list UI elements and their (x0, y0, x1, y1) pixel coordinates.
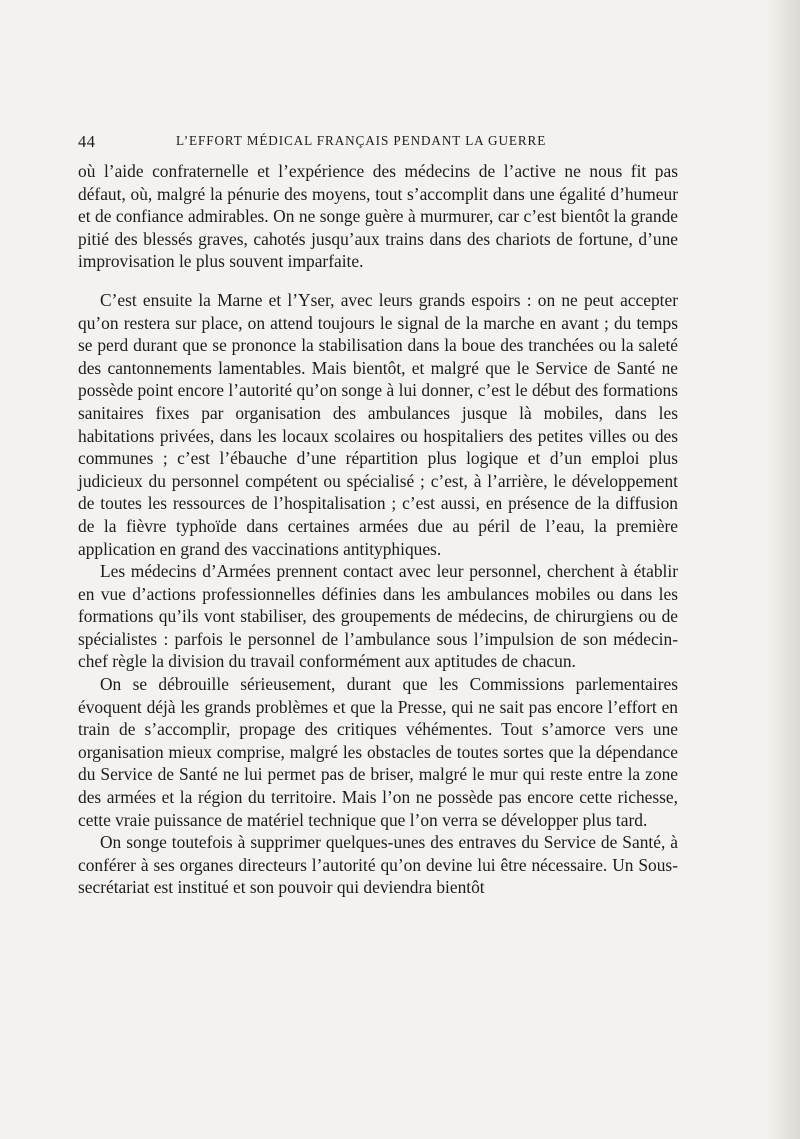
paragraph: On songe toutefois à supprimer quelques-unes des entraves du Service de Santé, à conférer à ses organes directeurs l’autorité qu’on devine lui être nécessaire. Un Sous-secrétariat est institué et son pouvoir qui deviendra bientôt (78, 832, 678, 898)
paragraph: où l’aide confraternelle et l’expérience des médecins de l’active ne nous fit pas défaut, où, malgré la pénurie des moyens, tout s’accomplit dans une égalité d’humeur et de confiance admirables. On ne songe guère à murmurer, car c’est bientôt la grande pitié des blessés graves, cahotés jusqu’aux trains dans des chariots de fortune, d’une improvisation le plus souvent imparfaite. (78, 161, 678, 272)
page-edge-shadow (766, 0, 800, 1139)
body-text (78, 160, 678, 899)
paragraph: On se débrouille sérieusement, durant que les Commissions parlementaires évoquent déjà les grands problèmes et que la Presse, qui ne sait pas encore l’effort en train de s’accomplir, propage des critiques véhémentes. Tout s’amorce vers une organisation mieux comprise, malgré les obstacles de toutes sortes que la dépendance du Service de Santé ne lui permet pas de briser, malgré le mur qui reste entre la zone des armées et la région du territoire. Mais l’on ne possède pas encore cette richesse, cette vraie puissance de matériel technique que l’on verra se développer plus tard. (78, 674, 678, 830)
page-header (78, 132, 682, 154)
paragraph: C’est ensuite la Marne et l’Yser, avec leurs grands espoirs : on ne peut accepter qu’on restera sur place, on attend toujours le signal de la marche en avant ; du temps se perd durant que se prononce la stabilisation dans la boue des tranchées ou la saleté des cantonnements lamentables. Mais bientôt, et malgré que le Service de Santé ne possède point encore l’autorité qu’on songe à lui donner, c’est le début des formations sanitaires fixes par organisation des ambulances jusque là mobiles, dans les habitations privées, dans les locaux scolaires ou hospitaliers des petites villes ou des communes ; c’est l’ébauche d’une répartition plus logique et d’un emploi plus judicieux du personnel compétent ou spécialisé ; c’est, à l’arrière, le développement de toutes les ressources de l’hospitalisation ; c’est aussi, en présence de la diffusion de la fièvre typhoïde dans certaines armées due au péril de l’eau, la première application en grand des vaccinations antityphiques. (78, 289, 678, 559)
page-number: 44 (78, 132, 96, 151)
paragraph: Les médecins d’Armées prennent contact avec leur personnel, cherchent à établir en vue d’actions professionnelles définies dans les ambulances mobiles ou dans les formations qu’ils vont stabiliser, des groupements de médecins, de chirurgiens ou de spécialistes : parfois le personnel de l’ambulance sous l’impulsion de son médecin-chef règle la division du travail conformément aux aptitudes de chacun. (78, 561, 678, 672)
running-head: L’EFFORT MÉDICAL FRANÇAIS PENDANT LA GUERRE (176, 133, 547, 148)
